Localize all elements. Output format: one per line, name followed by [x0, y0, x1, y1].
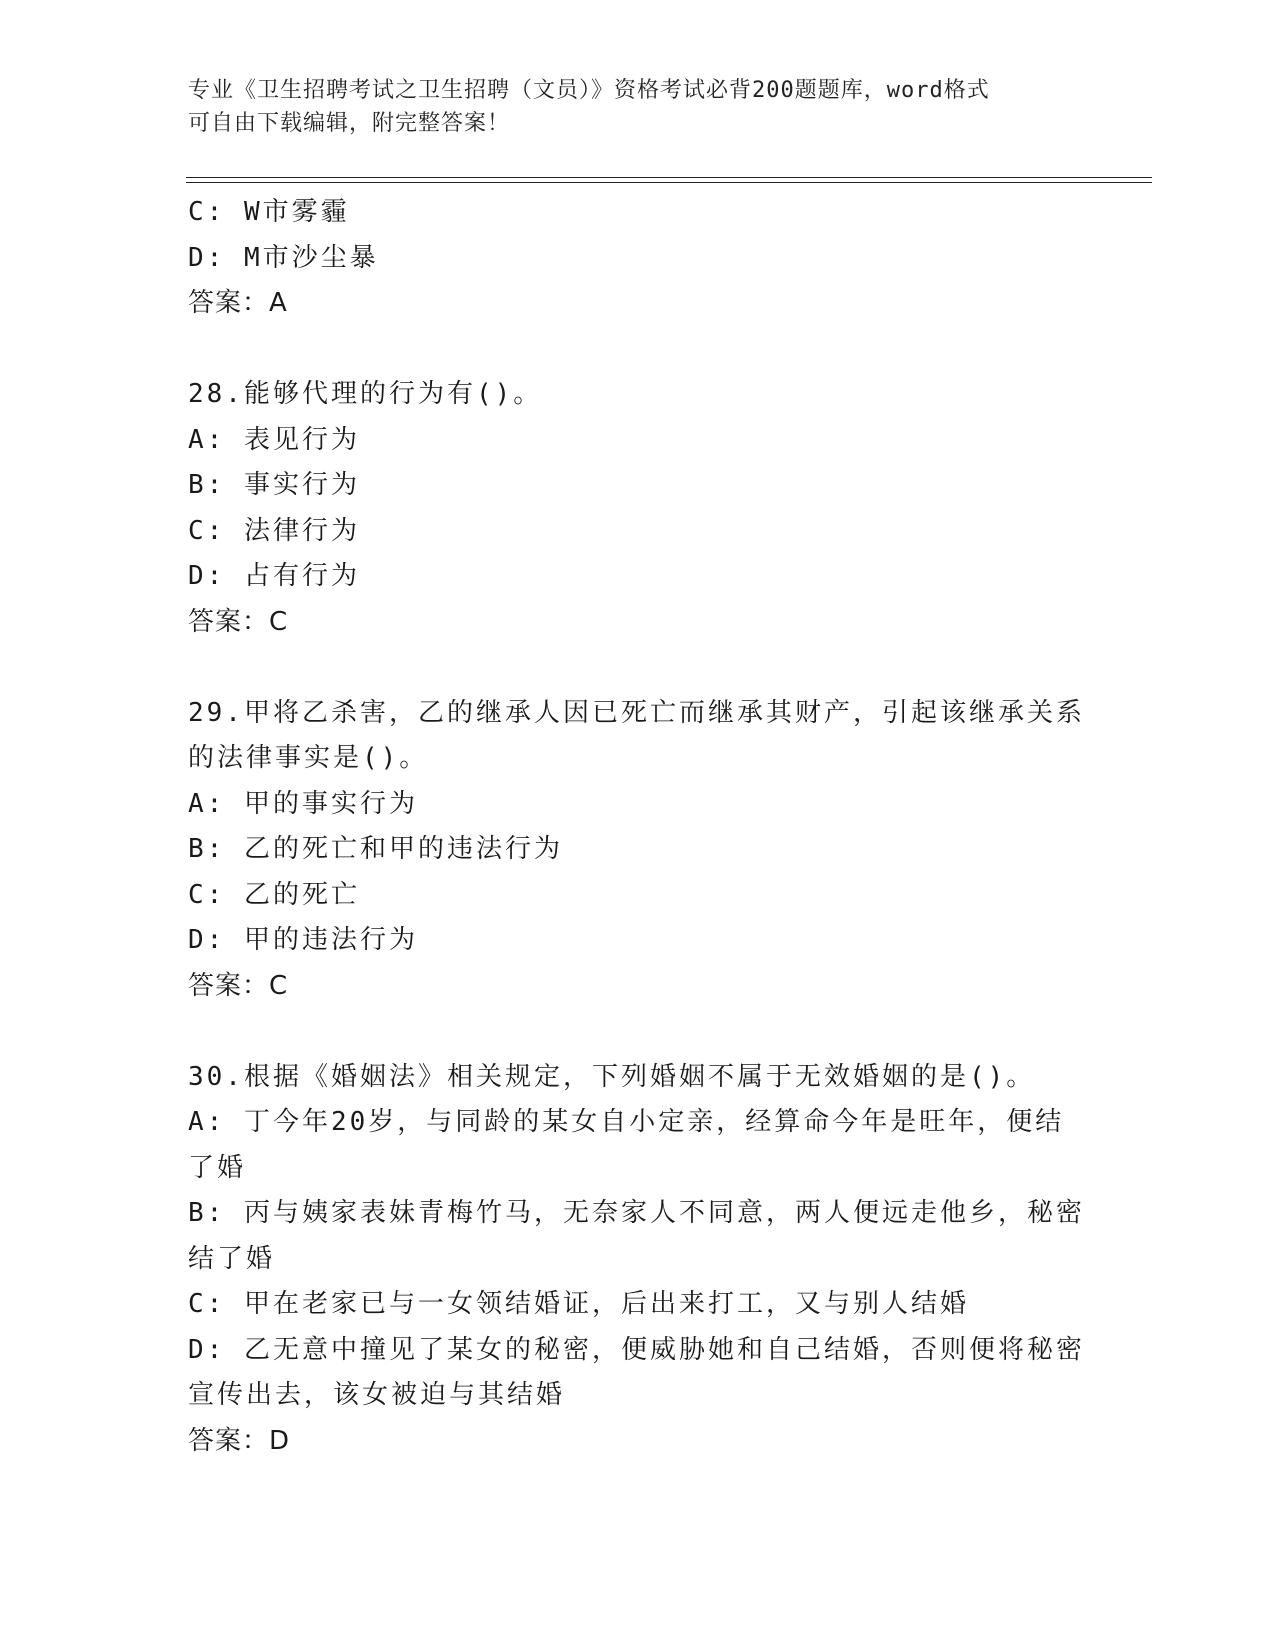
document-header — [188, 74, 1068, 140]
answer-line: 答案：C — [188, 606, 289, 637]
header-title-line-2: 可自由下载编辑，附完整答案！ — [188, 111, 511, 136]
option-d: D: M市沙尘暴 — [188, 242, 379, 273]
question-spacer — [188, 1009, 1088, 1055]
option-d: D: 乙无意中撞见了某女的秘密，便威胁她和自己结婚，否则便将秘密 — [188, 1334, 1085, 1365]
question-stem: 30.根据《婚姻法》相关规定，下列婚姻不属于无效婚姻的是()。 — [188, 1061, 1036, 1092]
header-title-line-1: 专业《卫生招聘考试之卫生招聘（文员）》资格考试必背200题题库，word格式 — [188, 78, 990, 103]
option-c: C: 法律行为 — [188, 515, 360, 546]
option-a: A: 丁今年20岁，与同龄的某女自小定亲，经算命今年是旺年，便结 — [188, 1107, 1065, 1137]
option-d: D: 占有行为 — [188, 561, 360, 591]
question-spacer — [188, 645, 1088, 691]
document-body — [188, 190, 1088, 1464]
question-28 — [188, 372, 1088, 645]
option-c: C: 乙的死亡 — [188, 879, 360, 910]
answer-line: 答案：D — [188, 1425, 291, 1456]
option-d: D: 甲的违法行为 — [188, 925, 418, 955]
option-b: B: 丙与姨家表妹青梅竹马，无奈家人不同意，两人便远走他乡，秘密 — [188, 1198, 1085, 1228]
option-c: C: W市雾霾 — [188, 197, 350, 227]
header-divider-top — [186, 177, 1152, 178]
question-stem: 29.甲将乙杀害，乙的继承人因已死亡而继承其财产，引起该继承关系 — [188, 697, 1085, 728]
option-b-continued: 结了婚 — [188, 1243, 276, 1274]
header-divider-bottom — [186, 182, 1152, 183]
option-d-continued: 宣传出去，该女被迫与其结婚 — [188, 1380, 566, 1410]
option-a-continued: 了婚 — [188, 1152, 247, 1183]
option-b: B: 事实行为 — [188, 470, 360, 500]
question-stem: 28.能够代理的行为有()。 — [188, 379, 543, 409]
question-stem-continued: 的法律事实是()。 — [188, 743, 429, 773]
question-29 — [188, 691, 1088, 1010]
answer-line: 答案：A — [188, 288, 288, 318]
option-a: A: 表见行为 — [188, 424, 360, 455]
option-b: B: 乙的死亡和甲的违法行为 — [188, 834, 563, 864]
question-spacer — [188, 327, 1088, 373]
question-27-continued — [188, 190, 1088, 327]
question-30 — [188, 1055, 1088, 1465]
option-a: A: 甲的事实行为 — [188, 788, 418, 819]
answer-line: 答案：C — [188, 970, 289, 1001]
option-c: C: 甲在老家已与一女领结婚证，后出来打工，又与别人结婚 — [188, 1289, 969, 1319]
